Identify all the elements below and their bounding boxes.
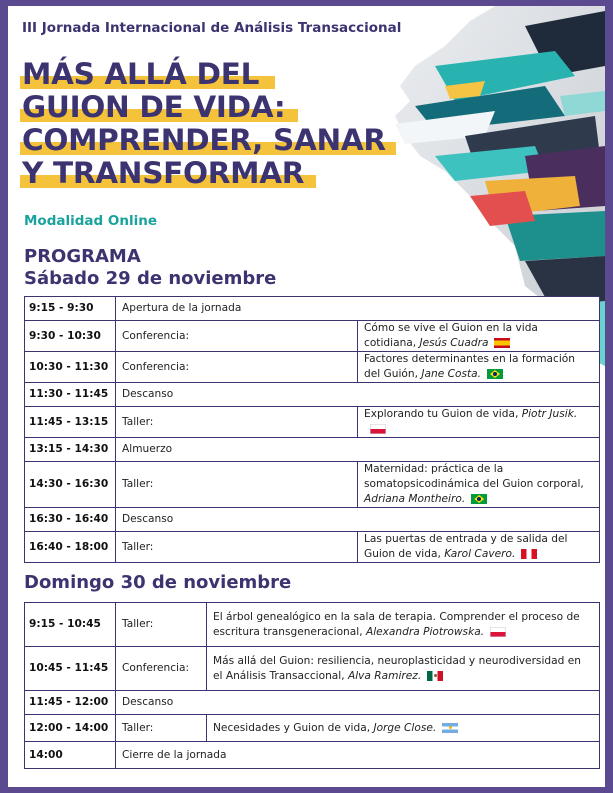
day1-schedule-table bbox=[24, 296, 600, 563]
program-heading: PROGRAMA bbox=[24, 246, 141, 267]
speaker-name: Adriana Montheiro. bbox=[364, 493, 466, 505]
session-cell: Cómo se vive el Guion en la vida cotidiana, Jesús Cuadra bbox=[358, 321, 600, 352]
table-row bbox=[25, 715, 600, 742]
speaker-name: Alexandra Piotrowska. bbox=[365, 625, 485, 638]
headline-line-4: Y TRANSFORMAR bbox=[22, 157, 386, 190]
time-cell: 14:30 - 16:30 bbox=[25, 462, 116, 508]
time-cell: 11:45 - 13:15 bbox=[25, 407, 116, 438]
session-cell: Almuerzo bbox=[116, 438, 600, 462]
headline-line-1: MÁS ALLÁ DEL bbox=[22, 58, 386, 91]
argentina-flag-icon bbox=[442, 723, 458, 733]
time-cell: 16:40 - 18:00 bbox=[25, 532, 116, 563]
table-row bbox=[25, 462, 600, 508]
event-title: III Jornada Internacional de Análisis Transaccional bbox=[22, 20, 402, 36]
poland-flag-icon bbox=[490, 627, 506, 637]
session-type: Conferencia: bbox=[116, 647, 207, 691]
session-cell: Factores determinantes en la formación del Guión, Jane Costa. bbox=[358, 352, 600, 383]
speaker-name: Alva Ramirez. bbox=[347, 669, 422, 682]
session-cell: Explorando tu Guion de vida, Piotr Jusik. bbox=[358, 407, 600, 438]
session-cell: Descanso bbox=[116, 691, 600, 715]
time-cell: 9:30 - 10:30 bbox=[25, 321, 116, 352]
time-cell: 9:15 - 9:30 bbox=[25, 297, 116, 321]
day1-title: Sábado 29 de noviembre bbox=[24, 268, 277, 289]
table-row bbox=[25, 603, 600, 647]
session-cell: Descanso bbox=[116, 508, 600, 532]
brazil-flag-icon bbox=[471, 494, 487, 504]
time-cell: 12:00 - 14:00 bbox=[25, 715, 116, 742]
session-cell: El árbol genealógico en la sala de terapia. Comprender el proceso de escritura transgeneracional, Alexandra Piotrowska. bbox=[207, 603, 600, 647]
session-type: Taller: bbox=[116, 462, 358, 508]
speaker-name: Karol Cavero. bbox=[444, 548, 516, 560]
headline bbox=[22, 58, 386, 190]
session-type: Taller: bbox=[116, 715, 207, 742]
session-type: Taller: bbox=[116, 532, 358, 563]
headline-line-2: GUION DE VIDA: bbox=[22, 91, 386, 124]
session-type: Conferencia: bbox=[116, 352, 358, 383]
speaker-name: Jesús Cuadra bbox=[419, 337, 489, 349]
session-cell: Más allá del Guion: resiliencia, neuroplasticidad y neurodiversidad en el Análisis Transaccional, Alva Ramirez. bbox=[207, 647, 600, 691]
table-row bbox=[25, 742, 600, 769]
time-cell: 16:30 - 16:40 bbox=[25, 508, 116, 532]
table-row bbox=[25, 407, 600, 438]
time-cell: 10:30 - 11:30 bbox=[25, 352, 116, 383]
time-cell: 9:15 - 10:45 bbox=[25, 603, 116, 647]
time-cell: 11:45 - 12:00 bbox=[25, 691, 116, 715]
poster bbox=[8, 6, 605, 787]
modality-label: Modalidad Online bbox=[24, 213, 157, 229]
session-cell: Descanso bbox=[116, 383, 600, 407]
session-type: Taller: bbox=[116, 603, 207, 647]
mexico-flag-icon bbox=[427, 671, 443, 681]
headline-line-3: COMPRENDER, SANAR bbox=[22, 124, 386, 157]
speaker-name: Piotr Jusik. bbox=[521, 408, 578, 420]
session-cell: Necesidades y Guion de vida, Jorge Close. bbox=[207, 715, 600, 742]
session-type: Taller: bbox=[116, 407, 358, 438]
table-row bbox=[25, 647, 600, 691]
session-cell: Maternidad: práctica de la somatopsicodinámica del Guion corporal, Adriana Montheiro. bbox=[358, 462, 600, 508]
spain-flag-icon bbox=[494, 338, 510, 348]
poland-flag-icon bbox=[370, 424, 386, 434]
session-type: Conferencia: bbox=[116, 321, 358, 352]
speaker-name: Jane Costa. bbox=[421, 368, 481, 380]
table-row bbox=[25, 352, 600, 383]
table-row bbox=[25, 532, 600, 563]
time-cell: 10:45 - 11:45 bbox=[25, 647, 116, 691]
table-row bbox=[25, 383, 600, 407]
session-cell: Las puertas de entrada y de salida del Guion de vida, Karol Cavero. bbox=[358, 532, 600, 563]
session-cell: Apertura de la jornada bbox=[116, 297, 600, 321]
session-cell: Cierre de la jornada bbox=[116, 742, 600, 769]
peru-flag-icon bbox=[521, 549, 537, 559]
brazil-flag-icon bbox=[487, 369, 503, 379]
table-row bbox=[25, 691, 600, 715]
table-row bbox=[25, 438, 600, 462]
table-row bbox=[25, 508, 600, 532]
time-cell: 13:15 - 14:30 bbox=[25, 438, 116, 462]
time-cell: 11:30 - 11:45 bbox=[25, 383, 116, 407]
day2-title: Domingo 30 de noviembre bbox=[24, 572, 292, 593]
time-cell: 14:00 bbox=[25, 742, 116, 769]
day2-schedule-table bbox=[24, 602, 600, 769]
table-row bbox=[25, 321, 600, 352]
speaker-name: Jorge Close. bbox=[373, 721, 437, 734]
table-row bbox=[25, 297, 600, 321]
